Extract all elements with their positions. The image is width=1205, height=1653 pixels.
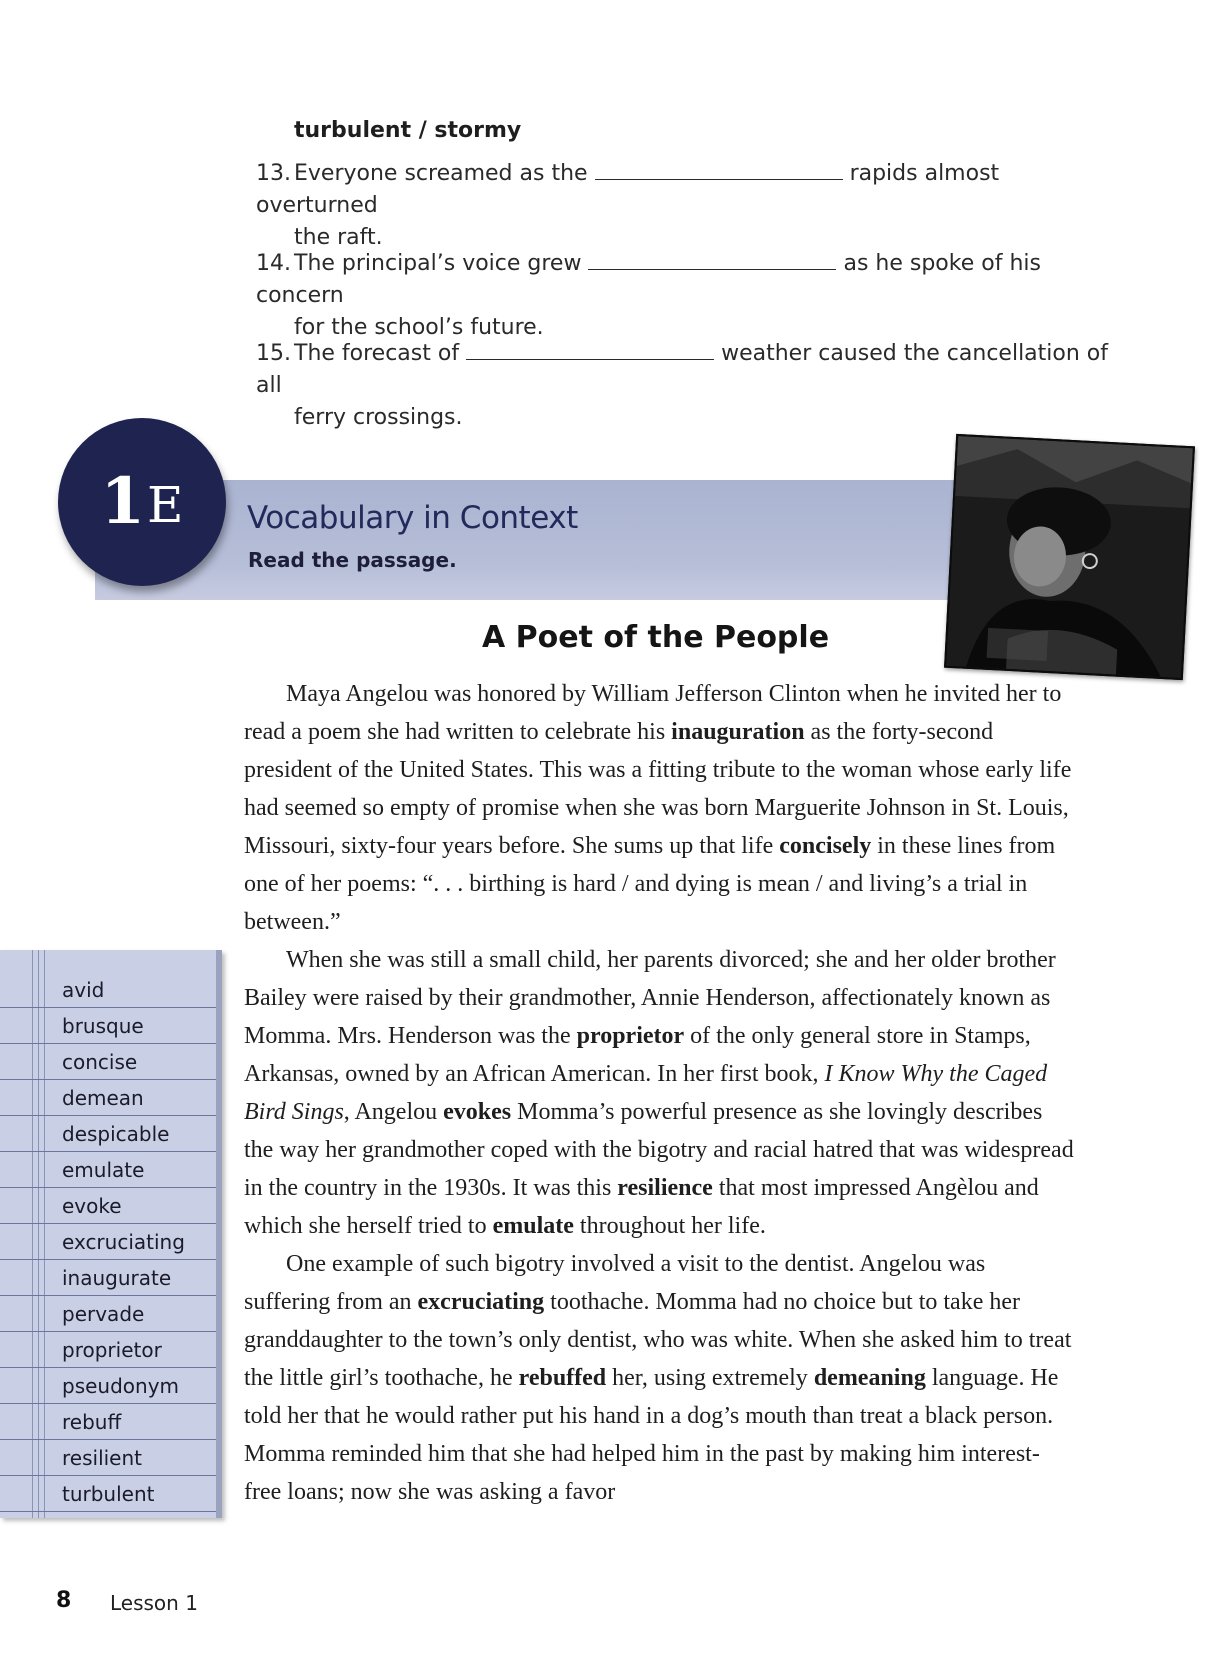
item-text-continued: the raft. (294, 225, 383, 250)
vocab-word: resilience (617, 1175, 713, 1201)
word-list-item: concise (62, 1050, 138, 1074)
passage-text: of the only general store in Stamps, Arkansas, owned by an African American. In her first book, (244, 1023, 1031, 1087)
passage-text: , Angelou (343, 1099, 444, 1125)
word-list-item: evoke (62, 1194, 122, 1218)
exercise-item-13 (256, 158, 1116, 254)
passage-text: Momma’s powerful presence as she lovingly describes the way her grandmother coped with the bigotry and racial hatred that was widespread in the country in the 1930s. It was this (244, 1099, 1074, 1201)
vocab-word: demeaning (813, 1365, 926, 1391)
vocab-word: concisely (779, 833, 872, 859)
exercise-item-15 (256, 338, 1116, 434)
author-photo-image (946, 436, 1193, 678)
item-number: 14. (256, 251, 291, 276)
word-list-item: excruciating (62, 1230, 185, 1254)
word-list-item: brusque (62, 1014, 144, 1038)
passage-text: language. He told her that he would rather put his hand in a dog’s mouth than treat a black person. Momma reminded him that she had helped him in the past by making him interest-free loans; now she was asking a favor (244, 1365, 1059, 1505)
word-list-rule (0, 1511, 216, 1512)
item-text-continued: ferry crossings. (294, 405, 463, 430)
answer-blank[interactable] (466, 339, 714, 360)
word-list-item: emulate (62, 1158, 145, 1182)
section-badge-number: 1 (100, 464, 146, 539)
word-list-item: resilient (62, 1446, 142, 1470)
margin-line (38, 950, 39, 1518)
vocab-word: emulate (492, 1213, 574, 1239)
word-list (0, 950, 222, 1518)
item-text-after: rapids almost overturned (256, 161, 1000, 218)
item-text-after: weather caused the cancellation of all (256, 341, 1109, 398)
word-list-item: despicable (62, 1122, 170, 1146)
item-text-after: as he spoke of his concern (256, 251, 1041, 308)
item-text-continued: for the school’s future. (294, 315, 544, 340)
passage-title: A Poet of the People (482, 620, 830, 655)
item-text-before: The forecast of (294, 341, 460, 366)
item-number: 13. (256, 161, 291, 186)
word-list-item: avid (62, 978, 105, 1002)
passage-text: One example of such bigotry involved a visit to the dentist. Angelou was suffering from an (244, 1251, 986, 1315)
answer-blank[interactable] (595, 159, 843, 180)
item-text-before: The principal’s voice grew (294, 251, 582, 276)
answer-blank[interactable] (588, 249, 836, 270)
passage-text: throughout her life. (573, 1213, 766, 1239)
passage-text: as the forty-second president of the United States. This was a fitting tribute to the woman whose early life had seemed so empty of promise when she was born Marguerite Johnson in St. Louis, Missouri, sixty-four years before. She sums up that life (244, 719, 1072, 859)
vocab-word: inauguration (671, 719, 805, 745)
margin-line (32, 950, 33, 1518)
lesson-label: Lesson 1 (110, 1591, 198, 1615)
vocab-word: evokes (443, 1099, 512, 1125)
vocab-word: proprietor (576, 1023, 685, 1049)
passage-text: toothache. Momma had no choice but to take her granddaughter to the town’s only dentist, who was white. When she asked him to treat the little girl’s toothache, he (244, 1289, 1072, 1391)
passage-text: that most impressed Angèlou and which she herself tried to (244, 1175, 1039, 1239)
word-list-item: turbulent (62, 1482, 155, 1506)
page-number: 8 (56, 1588, 72, 1613)
passage-paragraph (244, 1245, 1074, 1511)
exercise-item-14 (256, 248, 1116, 344)
passage-text: her, using extremely (606, 1365, 814, 1391)
item-text-before: Everyone screamed as the (294, 161, 588, 186)
exercise-heading: turbulent / stormy (294, 118, 522, 143)
author-photo (944, 434, 1195, 680)
word-list-item: demean (62, 1086, 144, 1110)
passage-text: When she was still a small child, her parents divorced; she and her older brother Bailey were raised by their grandmother, Annie Henderson, affectionately known as Momma. Mrs. Henderson was the (244, 947, 1056, 1049)
book-title: I Know Why the Caged Bird Sings (244, 1061, 1048, 1125)
margin-line (44, 950, 45, 1518)
passage-body (244, 675, 1074, 1511)
section-badge-letter: E (147, 476, 184, 534)
passage-paragraph (244, 675, 1074, 941)
word-list-item: rebuff (62, 1410, 122, 1434)
section-badge (58, 418, 226, 586)
item-number: 15. (256, 341, 291, 366)
word-list-item: proprietor (62, 1338, 162, 1362)
vocab-word: rebuffed (518, 1365, 607, 1391)
passage-text: Maya Angelou was honored by William Jefferson Clinton when he invited her to read a poem she had written to celebrate his (244, 681, 1062, 745)
section-title: Vocabulary in Context (247, 500, 578, 536)
passage-text: in these lines from one of her poems: “. . . birthing is hard / and dying is mean / and living’s a trial in between.” (244, 833, 1056, 935)
word-list-item: pseudonym (62, 1374, 180, 1398)
passage-paragraph (244, 941, 1074, 1245)
word-list-item: inaugurate (62, 1266, 172, 1290)
word-list-item: pervade (62, 1302, 145, 1326)
vocab-word: excruciating (417, 1289, 545, 1315)
section-subtitle: Read the passage. (248, 548, 457, 572)
